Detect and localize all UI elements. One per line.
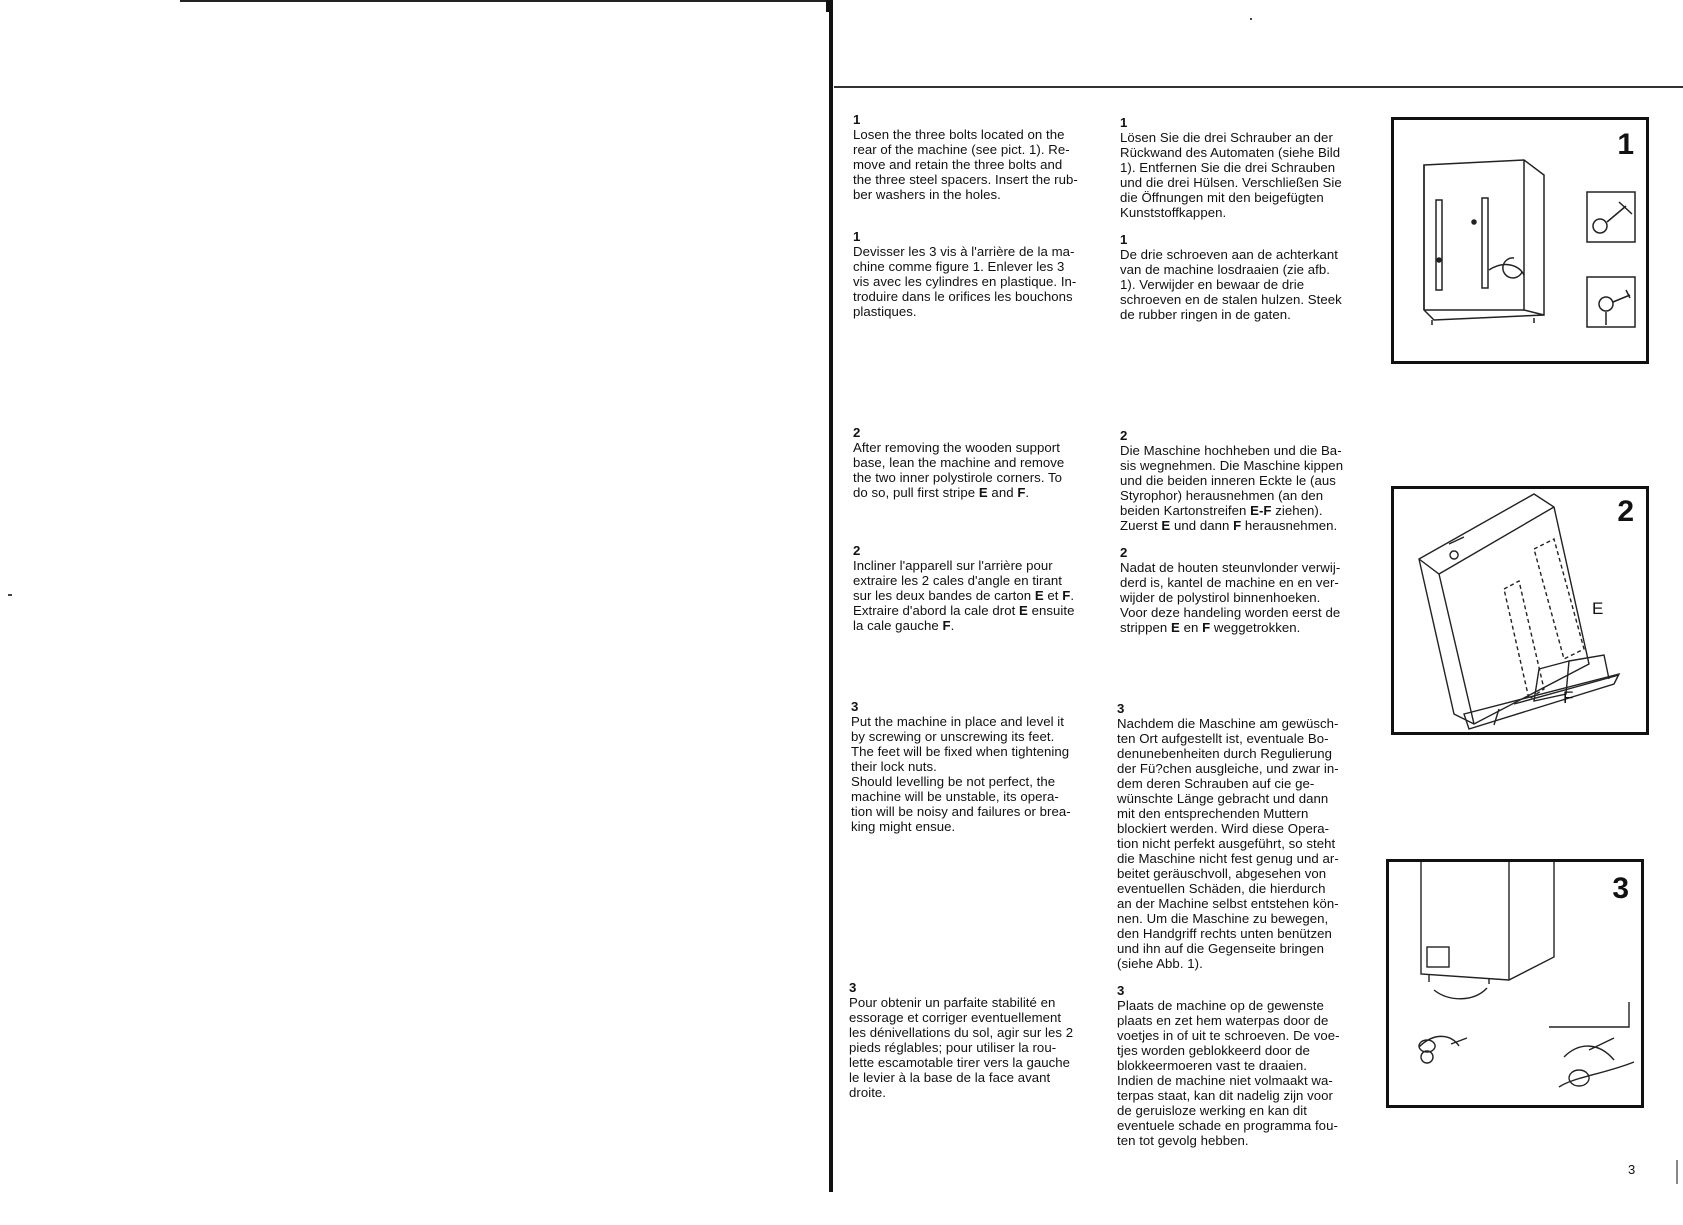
step-number: 1 bbox=[1120, 115, 1128, 130]
text-line: Incliner l'apparell sur l'arrière pour bbox=[853, 558, 1053, 573]
text-line: Losen the three bolts located on the bbox=[853, 127, 1065, 142]
text-line: base, lean the machine and remove bbox=[853, 455, 1065, 470]
text-line: Put the machine in place and level it bbox=[851, 714, 1064, 729]
text-line: machine will be unstable, its opera- bbox=[851, 789, 1059, 804]
text-line: Nachdem die Maschine am gewüsch- bbox=[1117, 716, 1339, 731]
text-line: wijder de polystirol binnenhoeken. bbox=[1120, 590, 1321, 605]
step-number: 2 bbox=[1120, 545, 1128, 560]
text-line: de rubber ringen in de gaten. bbox=[1120, 307, 1291, 322]
section-2-dutch bbox=[1120, 545, 1365, 635]
machine-tilted-illustration bbox=[1394, 489, 1646, 732]
text-line: 1). Verwijder en bewaar de drie bbox=[1120, 277, 1305, 292]
text-line: ten tot gevolg hebben. bbox=[1117, 1133, 1249, 1148]
text-line: beiden Kartonstreifen E-F ziehen). bbox=[1120, 503, 1323, 518]
step-number: 3 bbox=[849, 980, 857, 995]
step-number: 2 bbox=[853, 543, 861, 558]
text-line: tjes worden geblokkeerd door de bbox=[1117, 1043, 1310, 1058]
text-line: Lösen Sie die drei Schrauber an der bbox=[1120, 130, 1333, 145]
text-line: the three steel spacers. Insert the rub- bbox=[853, 172, 1078, 187]
text-line: rear of the machine (see pict. 1). Re- bbox=[853, 142, 1070, 157]
step-number: 1 bbox=[1120, 232, 1128, 247]
scan-speck bbox=[8, 594, 12, 596]
text-line: extraire les 2 cales d'angle en tirant bbox=[853, 573, 1062, 588]
text-line: eventuele schade en programma fou- bbox=[1117, 1118, 1338, 1133]
text-line: la cale gauche F. bbox=[853, 618, 955, 633]
text-line: sis wegnehmen. Die Maschine kippen bbox=[1120, 458, 1344, 473]
text-line: und die drei Hülsen. Verschließen Sie bbox=[1120, 175, 1342, 190]
section-1-dutch bbox=[1120, 232, 1365, 322]
figure-label-f: F bbox=[1563, 688, 1574, 707]
text-line: an der Machine selbst entstehen kön- bbox=[1117, 896, 1339, 911]
text-line: move and retain the three bolts and bbox=[853, 157, 1063, 172]
text-line: Devisser les 3 vis à l'arrière de la ma- bbox=[853, 244, 1075, 259]
text-line: Die Maschine hochheben und die Ba- bbox=[1120, 443, 1342, 458]
text-line: van de machine losdraaien (zie afb. bbox=[1120, 262, 1330, 277]
text-line: droite. bbox=[849, 1085, 887, 1100]
text-line: Plaats de machine op de gewenste bbox=[1117, 998, 1324, 1013]
text-line: strippen E en F weggetrokken. bbox=[1120, 620, 1301, 635]
section-3-english bbox=[851, 699, 1096, 834]
figure-number: 1 bbox=[1617, 128, 1634, 161]
text-line: blockiert werden. Wird diese Opera- bbox=[1117, 821, 1330, 836]
text-line: pieds réglables; pour utiliser la rou- bbox=[849, 1040, 1057, 1055]
text-line: Should levelling be not perfect, the bbox=[851, 774, 1056, 789]
text-line: nen. Um die Maschine zu bewegen, bbox=[1117, 911, 1329, 926]
text-line: Voor deze handeling worden eerst de bbox=[1120, 605, 1341, 620]
machine-rear-illustration bbox=[1394, 120, 1646, 361]
text-line: The feet will be fixed when tightening bbox=[851, 744, 1070, 759]
text-line: blokkeermoeren vast te draaien. bbox=[1117, 1058, 1307, 1073]
section-3-german bbox=[1117, 701, 1362, 971]
text-line: chine comme figure 1. Enlever les 3 bbox=[853, 259, 1065, 274]
text-line: denunebenheiten durch Regulierung bbox=[1117, 746, 1333, 761]
text-line: mit den entsprechenden Muttern bbox=[1117, 806, 1309, 821]
text-line: wünschte Länge gebracht und dann bbox=[1117, 791, 1329, 806]
section-2-french bbox=[853, 543, 1098, 633]
text-line: Pour obtenir un parfaite stabilité en bbox=[849, 995, 1056, 1010]
text-line: their lock nuts. bbox=[851, 759, 937, 774]
figure-number: 2 bbox=[1617, 495, 1634, 528]
section-1-german bbox=[1120, 115, 1365, 220]
text-line: lette escamotable tirer vers la gauche bbox=[849, 1055, 1071, 1070]
step-number: 2 bbox=[1120, 428, 1128, 443]
text-line: Extraire d'abord la cale drot E ensuite bbox=[853, 603, 1075, 618]
section-1-english bbox=[853, 112, 1098, 202]
text-line: den Handgriff rechts unten benützen bbox=[1117, 926, 1332, 941]
text-line: Kunststoffkappen. bbox=[1120, 205, 1227, 220]
text-line: Styrophor) herausnehmen (an den bbox=[1120, 488, 1324, 503]
figure-3 bbox=[1386, 859, 1644, 1108]
step-number: 3 bbox=[851, 699, 859, 714]
text-line: king might ensue. bbox=[851, 819, 956, 834]
text-line: und ihn auf die Gegenseite bringen bbox=[1117, 941, 1324, 956]
machine-feet-illustration bbox=[1389, 862, 1641, 1105]
text-line: und die beiden inneren Eckte le (aus bbox=[1120, 473, 1336, 488]
text-line: dem deren Schrauben auf cie ge- bbox=[1117, 776, 1315, 791]
text-line: troduire dans le orifices les bouchons bbox=[853, 289, 1073, 304]
section-3-french bbox=[849, 980, 1094, 1100]
scan-mark bbox=[1676, 1160, 1678, 1184]
text-line: plastiques. bbox=[853, 304, 917, 319]
scan-speck bbox=[1250, 18, 1252, 20]
figure-1 bbox=[1391, 117, 1649, 364]
text-line: De drie schroeven aan de achterkant bbox=[1120, 247, 1339, 262]
text-line: by screwing or unscrewing its feet. bbox=[851, 729, 1055, 744]
text-line: les dénivellations du sol, agir sur les 2 bbox=[849, 1025, 1074, 1040]
text-line: vis avec les cylindres en plastique. In- bbox=[853, 274, 1077, 289]
step-number: 3 bbox=[1117, 701, 1125, 716]
text-line: essorage et corriger eventuellement bbox=[849, 1010, 1062, 1025]
text-line: schroeven en de stalen hulzen. Steek bbox=[1120, 292, 1342, 307]
page-number: 3 bbox=[1628, 1162, 1636, 1177]
text-line: le levier à la base de la face avant bbox=[849, 1070, 1051, 1085]
text-line: die Maschine nicht fest genug und ar- bbox=[1117, 851, 1339, 866]
header-rule bbox=[834, 86, 1683, 88]
text-line: the two inner polystirole corners. To bbox=[853, 470, 1063, 485]
figure-label-e: E bbox=[1592, 599, 1604, 618]
step-number: 1 bbox=[853, 112, 861, 127]
figure-2 bbox=[1391, 486, 1649, 735]
section-1-french bbox=[853, 229, 1098, 319]
text-line: plaats en zet hem waterpas door de bbox=[1117, 1013, 1329, 1028]
step-number: 1 bbox=[853, 229, 861, 244]
left-page-top-edge bbox=[180, 0, 830, 2]
text-line: derd is, kantel de machine en en ver- bbox=[1120, 575, 1339, 590]
text-line: sur les deux bandes de carton E et F. bbox=[853, 588, 1075, 603]
step-number: 3 bbox=[1117, 983, 1125, 998]
section-3-dutch bbox=[1117, 983, 1362, 1148]
text-line: (siehe Abb. 1). bbox=[1117, 956, 1203, 971]
text-line: Nadat de houten steunvlonder verwij- bbox=[1120, 560, 1341, 575]
text-line: der Fü?chen ausgleiche, und zwar in- bbox=[1117, 761, 1339, 776]
text-line: die Öffnungen mit den beigefügten bbox=[1120, 190, 1324, 205]
text-line: ten Ort aufgestellt ist, eventuale Bo- bbox=[1117, 731, 1329, 746]
text-line: Zuerst E und dann F herausnehmen. bbox=[1120, 518, 1338, 533]
section-2-english bbox=[853, 425, 1098, 500]
text-line: eventuellen Schäden, die hierdurch bbox=[1117, 881, 1326, 896]
text-line: terpas staat, kan dit nadelig zijn voor bbox=[1117, 1088, 1334, 1103]
text-line: 1). Entfernen Sie die drei Schrauben bbox=[1120, 160, 1336, 175]
text-line: Rückwand des Automaten (siehe Bild bbox=[1120, 145, 1341, 160]
text-line: tion will be noisy and failures or brea- bbox=[851, 804, 1071, 819]
figure-number: 3 bbox=[1612, 872, 1629, 905]
binding-spine bbox=[829, 0, 833, 1192]
text-line: beitet geräuschvoll, abgesehen von bbox=[1117, 866, 1327, 881]
text-line: voetjes in of uit te schroeven. De voe- bbox=[1117, 1028, 1340, 1043]
text-line: tion nicht perfekt ausgeführt, so steht bbox=[1117, 836, 1336, 851]
text-line: ber washers in the holes. bbox=[853, 187, 1001, 202]
text-line: After removing the wooden support bbox=[853, 440, 1060, 455]
step-number: 2 bbox=[853, 425, 861, 440]
text-line: de geruisloze werking en kan dit bbox=[1117, 1103, 1307, 1118]
text-line: Indien de machine niet volmaakt wa- bbox=[1117, 1073, 1333, 1088]
text-line: do so, pull first stripe E and F. bbox=[853, 485, 1030, 500]
section-2-german bbox=[1120, 428, 1365, 533]
